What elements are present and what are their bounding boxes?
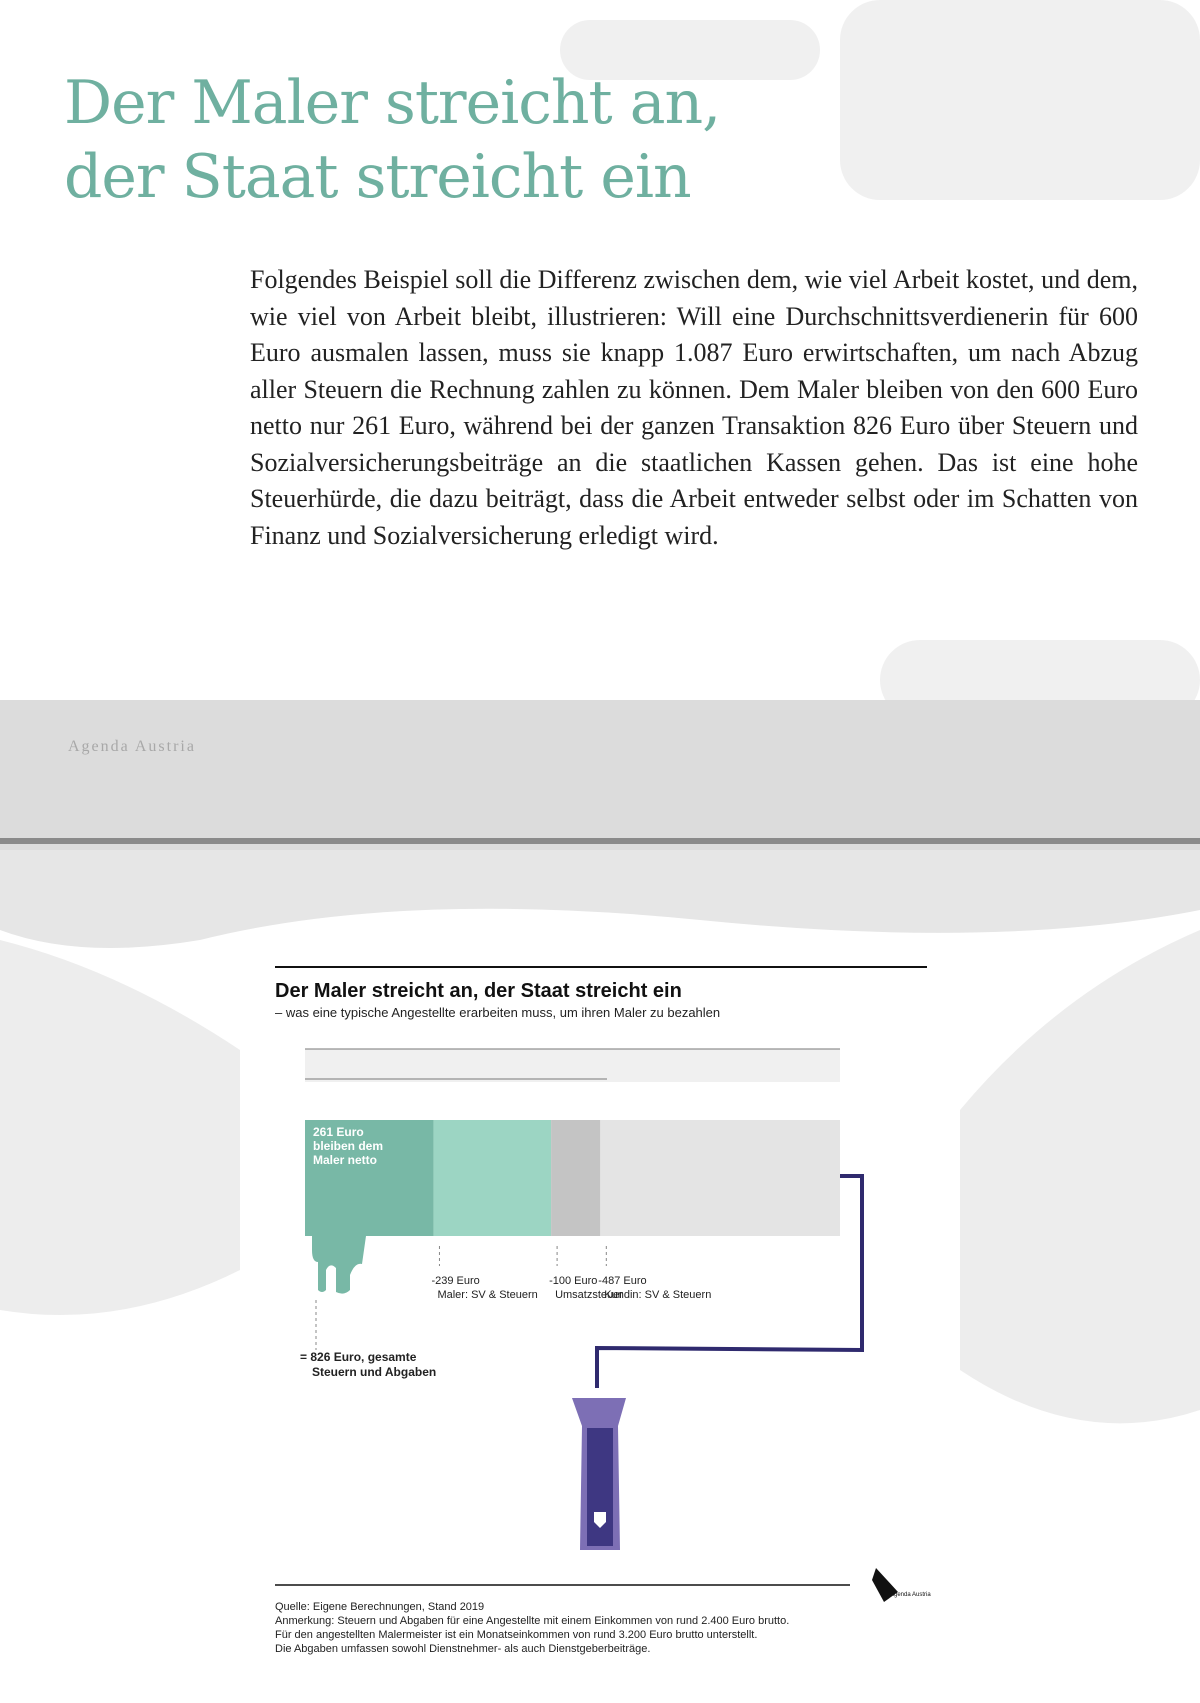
bar-segment-1 xyxy=(433,1120,551,1236)
chart-subtitle: – was eine typische Angestellte erarbeiten muss, um ihren Maler zu bezahlen xyxy=(275,1005,721,1020)
deduction-label-3-line-0: -487 Euro xyxy=(598,1275,647,1287)
chart-note-2: Für den angestellten Malermeister ist ein Monatseinkommen von rund 3.200 Euro brutto unterstellt. xyxy=(275,1629,758,1641)
deduction-label-3-line-1: Kundin: SV & Steuern xyxy=(604,1289,712,1301)
infographic xyxy=(0,850,1200,1703)
background-texture xyxy=(0,850,1200,948)
deduction-label-1-line-0: -239 Euro xyxy=(431,1275,480,1287)
segment-label-line: Maler netto xyxy=(313,1153,378,1167)
segment-label-line: bleiben dem xyxy=(313,1139,384,1153)
chart-note-1: Anmerkung: Steuern und Abgaben für eine Angestellte mit einem Einkommen von rund 2.400 Euro brutto. xyxy=(275,1615,790,1627)
body-paragraph: Folgendes Beispiel soll die Differenz zwischen dem, wie viel Arbeit kostet, und dem, wie viel von Arbeit bleibt, illustrieren: Will eine Durchschnittsverdienerin für 600 Euro ausmalen lassen, muss sie knapp 1.087 Euro erwirtschaften, um nach Abzug aller Steuern die Rechnung zahlen zu können. Dem Maler bleiben von den 600 Euro netto nur 261 Euro, während bei der ganzen Transaktion 826 Euro über Steuern und Sozialversicherungsbeiträge an die staatlichen Kassen gehen. Das ist eine hohe Steuerhürde, die dazu beiträgt, dass die Arbeit entweder selbst oder im Schatten von Finanz und Sozialversicherung erledigt wird. xyxy=(250,265,1138,550)
background-texture xyxy=(0,940,240,1315)
deduction-labels xyxy=(431,1246,711,1301)
page-fold-line xyxy=(0,838,1200,844)
chart-source: Quelle: Eigene Berechnungen, Stand 2019 xyxy=(275,1601,485,1613)
total-label-line-1: = 826 Euro, gesamte xyxy=(300,1350,417,1364)
chart-title: Der Maler streicht an, der Staat streicht ein xyxy=(275,980,682,1002)
paint-drip xyxy=(312,1236,366,1294)
bar-header-band xyxy=(305,1049,840,1082)
bar-segment-2 xyxy=(551,1120,600,1236)
page-footer-band xyxy=(0,700,1200,850)
background-texture xyxy=(840,0,1200,200)
page-upper xyxy=(0,0,1200,850)
background-texture xyxy=(960,930,1200,1423)
roller-grip-inner xyxy=(587,1428,613,1546)
page-title-line-1: Der Maler streicht an, xyxy=(64,68,721,138)
deduction-label-1-line-1: Maler: SV & Steuern xyxy=(437,1289,538,1301)
page-footer-text: Agenda Austria xyxy=(68,738,196,755)
logo-text: Agenda Austria xyxy=(890,1592,931,1598)
page-lower xyxy=(0,850,1200,1703)
bar-segment-3 xyxy=(600,1120,840,1236)
page-title-line-2: der Staat streicht ein xyxy=(64,142,691,212)
total-label-line-2: Steuern und Abgaben xyxy=(312,1365,437,1379)
deduction-label-2-line-1: Umsatzsteuer xyxy=(555,1289,623,1301)
stacked-bar xyxy=(305,1120,840,1236)
deduction-label-2-line-0: -100 Euro xyxy=(549,1275,598,1287)
segment-label-line: 261 Euro xyxy=(313,1125,364,1139)
chart-note-3: Die Abgaben umfassen sowohl Dienstnehmer- als auch Dienstgeberbeiträge. xyxy=(275,1643,651,1655)
page-title xyxy=(64,66,720,214)
